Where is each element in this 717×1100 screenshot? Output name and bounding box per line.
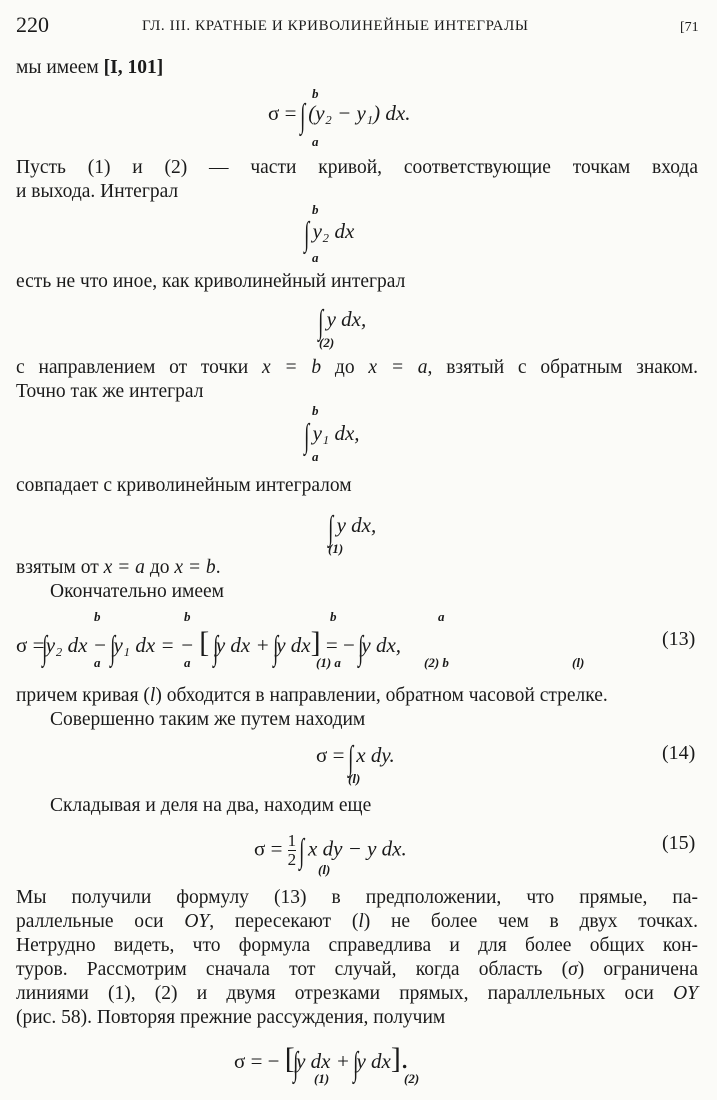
lower-limit: a <box>312 250 319 265</box>
text-run: , пересекают ( <box>209 911 359 932</box>
upper-limit: a <box>438 609 445 624</box>
fraction-numerator: 1 <box>287 831 297 850</box>
integral-sign: ∫ <box>358 630 364 667</box>
right-bracket: ]. <box>390 1042 409 1075</box>
formula-lhs: σ = <box>316 743 345 767</box>
text-run: до <box>321 357 369 378</box>
formula-lhs: σ = <box>268 101 297 125</box>
lower-limit: (l) <box>572 655 585 670</box>
text-run: туров. Рассмотрим сначала тот случай, когда область ( <box>16 959 569 980</box>
formula-term: y dx + <box>296 1049 350 1073</box>
lower-limit: (l) <box>348 771 361 786</box>
formula-term: y₁ dx = − <box>113 633 194 657</box>
text-line: Пусть (1) и (2) — части кривой, соответствующие точкам входа <box>16 157 698 178</box>
lower-limit: (2) b <box>424 655 449 670</box>
integral-sign: ∫ <box>304 216 310 253</box>
text-run: . <box>215 557 221 578</box>
integral-sign: ∫ <box>304 418 310 455</box>
fraction-denominator: 2 <box>287 850 297 869</box>
integral-sign: ∫ <box>353 1046 359 1083</box>
formula-body: y₁ dx, <box>312 421 360 445</box>
lower-limit: (1) a <box>316 655 341 670</box>
lower-limit: a <box>184 655 191 670</box>
text-line <box>16 982 698 1006</box>
integral-sign: ∫ <box>110 630 116 667</box>
right-bracket: ] <box>310 626 321 659</box>
math-inline: OY <box>184 911 210 932</box>
text-line: Нетрудно видеть, что формула справедлива и для более общих кон- <box>16 935 698 956</box>
text-line: и выхода. Интеграл <box>16 181 179 202</box>
integral-sign: ∫ <box>318 304 324 341</box>
integral-sign: ∫ <box>299 98 305 135</box>
integral-sign: ∫ <box>328 510 334 547</box>
reference: [I, 101] <box>103 57 164 78</box>
text-line: есть не что иное, как криволинейный интеграл <box>16 271 406 292</box>
text-line <box>16 910 698 934</box>
formula-lhs: σ = <box>16 633 45 657</box>
formula-body: (y₂ − y₁) dx. <box>308 101 411 125</box>
lower-limit: (1) <box>328 541 344 556</box>
lower-limit: (2) <box>404 1071 420 1086</box>
text-line: Окончательно имеем <box>50 581 224 602</box>
upper-limit: b <box>94 609 101 624</box>
lower-limit: a <box>94 655 101 670</box>
text-line <box>16 56 163 80</box>
formula-sigma-integral <box>268 100 410 134</box>
math-inline: l <box>358 911 364 932</box>
text-line: Совершенно таким же путем находим <box>50 709 366 730</box>
text-line: Мы получили формулу (13) в предположении, что прямые, па- <box>16 887 698 908</box>
formula-body: y dx, <box>326 307 367 331</box>
text-run: с направлением от точки <box>16 357 262 378</box>
equation-number: (14) <box>662 742 696 764</box>
left-bracket: [ <box>199 626 210 659</box>
text-line: Складывая и деля на два, находим еще <box>50 795 372 816</box>
page-header <box>0 8 717 38</box>
math-inline: l <box>149 685 156 706</box>
formula-15 <box>254 832 407 869</box>
upper-limit: b <box>184 609 191 624</box>
fraction <box>288 832 297 869</box>
formula-term: = − <box>325 633 355 657</box>
text-run: линиями (1), (2) и двумя отрезками прямых, параллельных оси <box>16 983 674 1004</box>
math-inline: x = b <box>174 557 216 578</box>
text-run: ) обходится в направлении, обратном часовой стрелке. <box>155 685 608 706</box>
math-inline: OY <box>673 983 698 1004</box>
formula-body: y₂ dx <box>312 219 355 243</box>
integral-sign: ∫ <box>42 630 48 667</box>
lower-limit: a <box>312 134 319 149</box>
upper-limit: b <box>330 609 337 624</box>
math-inline: x = a <box>103 557 145 578</box>
upper-limit: b <box>312 86 319 101</box>
left-bracket: [ <box>284 1042 295 1075</box>
text-line: совпадает с криволинейным интегралом <box>16 475 352 496</box>
text-run: ) ограничена <box>577 959 698 980</box>
formula-term: y dx + <box>215 633 270 657</box>
upper-limit: b <box>312 202 319 217</box>
formula-integral-y2 <box>306 218 354 252</box>
text-run: мы имеем <box>16 57 104 78</box>
text-run: ) не более чем в двух точках. <box>363 911 698 932</box>
text-run: взятым от <box>16 557 104 578</box>
text-run: до <box>144 557 175 578</box>
upper-limit: b <box>312 403 319 418</box>
text-line <box>16 684 608 708</box>
formula-term: y₂ dx − <box>45 633 107 657</box>
formula-body: y dx, <box>336 513 377 537</box>
text-line <box>16 356 698 380</box>
integral-sign: ∫ <box>347 740 353 777</box>
text-run: причем кривая ( <box>16 685 150 706</box>
formula-13 <box>16 626 401 666</box>
integral-sign: ∫ <box>272 630 279 667</box>
lower-limit: (2) <box>319 335 335 350</box>
lower-limit: (l) <box>318 862 331 877</box>
integral-sign: ∫ <box>299 833 305 871</box>
formula-term: y dx <box>276 633 311 657</box>
formula-lhs: σ = <box>254 836 283 861</box>
math-inline: x = a <box>368 357 428 378</box>
integral-sign: ∫ <box>292 1046 298 1083</box>
equation-number: (13) <box>662 628 696 650</box>
formula-term: y dx, <box>361 633 402 657</box>
text-run: , взятый с обратным знаком. <box>427 357 699 378</box>
formula-body: x dy. <box>356 743 395 767</box>
text-line: Точно так же интеграл <box>16 381 204 402</box>
text-run: раллельные оси <box>16 911 185 932</box>
text-line: (рис. 58). Повторяя прежние рассуждения, получим <box>16 1007 446 1028</box>
running-head: ГЛ. III. КРАТНЫЕ И КРИВОЛИНЕЙНЫЕ ИНТЕГРАЛЫ <box>142 18 529 34</box>
section-mark: [71 <box>680 20 699 35</box>
text-line <box>16 958 698 982</box>
formula-lhs: σ = − <box>234 1049 280 1073</box>
text-line <box>16 556 221 580</box>
page-number: 220 <box>16 12 49 37</box>
lower-limit: (1) <box>314 1071 330 1086</box>
integral-sign: ∫ <box>212 630 218 667</box>
formula-body: x dy − y dx. <box>308 836 407 861</box>
math-inline: x = b <box>261 357 322 378</box>
math-inline: σ <box>568 959 578 980</box>
equation-number: (15) <box>662 832 696 854</box>
formula-term: y dx <box>356 1049 391 1073</box>
lower-limit: a <box>312 449 319 464</box>
